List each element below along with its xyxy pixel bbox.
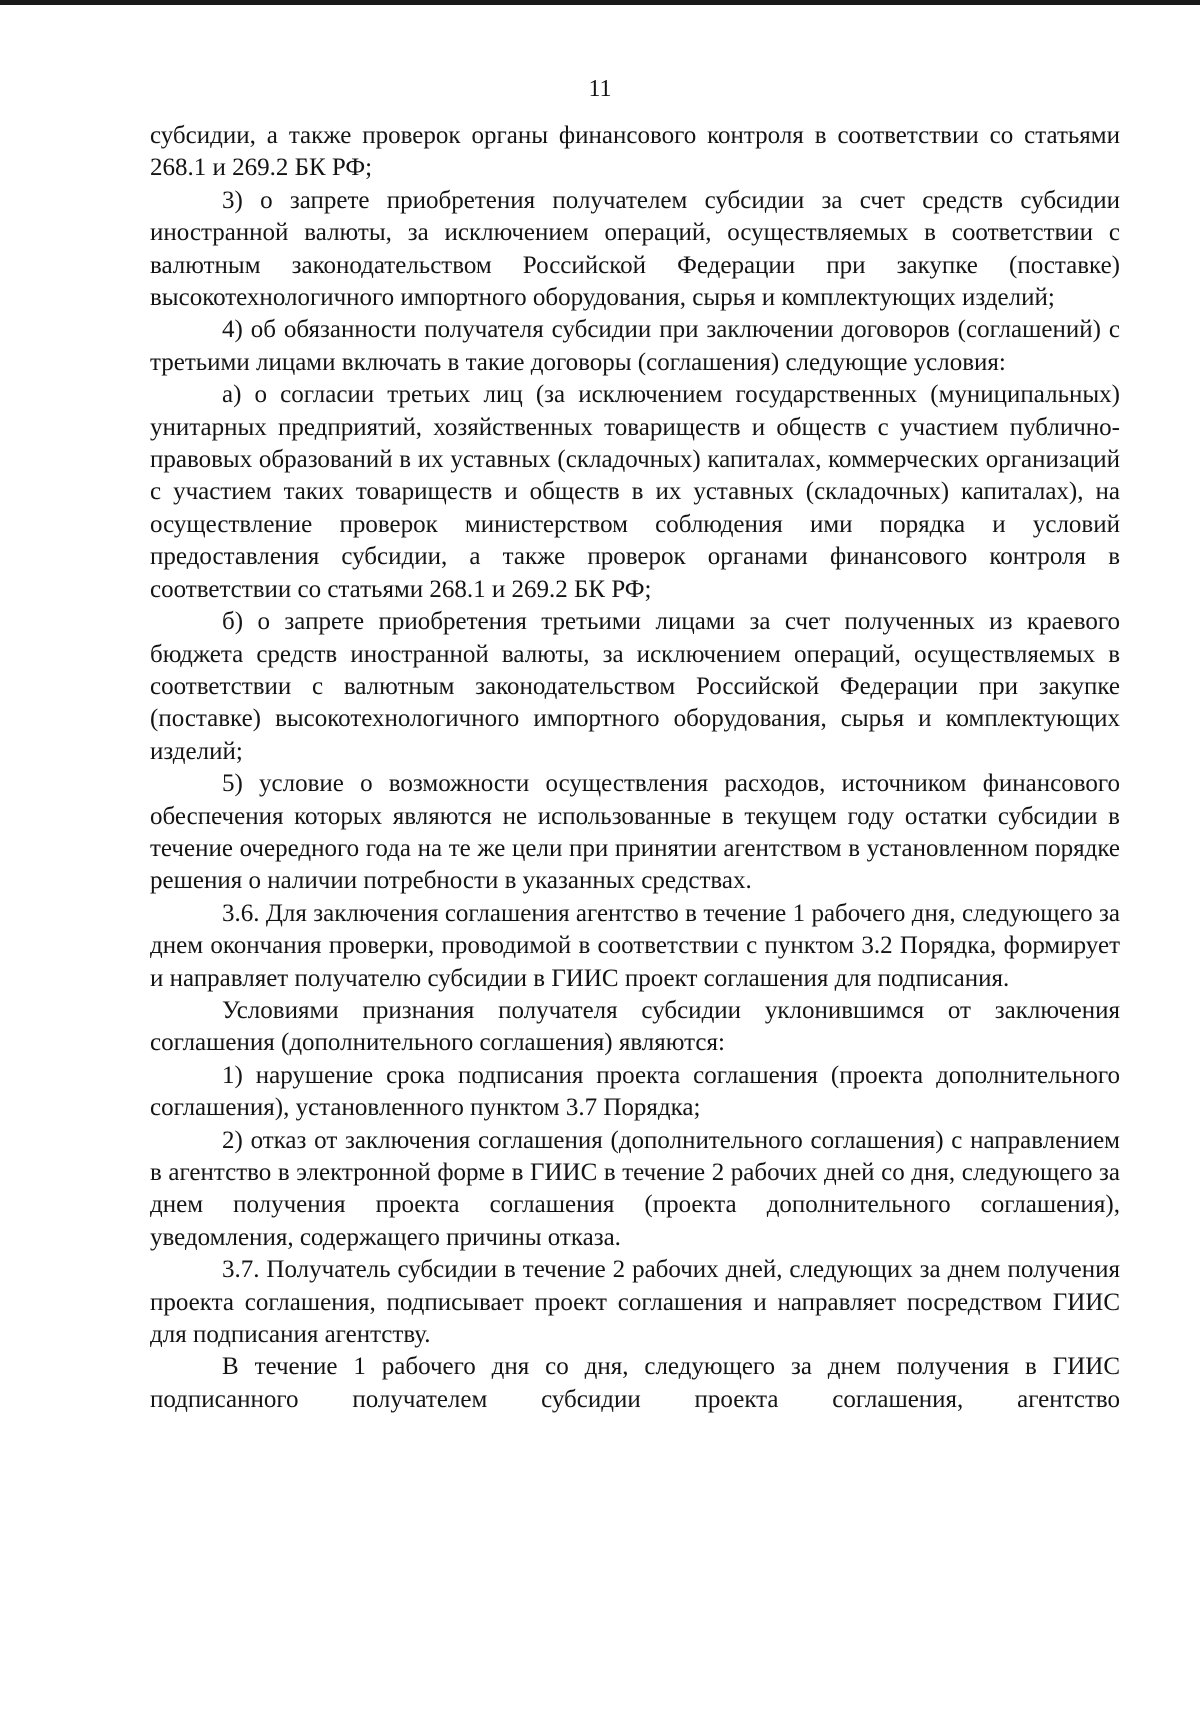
paragraph-3: 4) об обязанности получателя субсидии при заключении договоров (соглашений) с третьими лицами включать в такие договоры (соглашения) следующие условия: [150,316,1120,376]
paragraph-1: субсидии, а также проверок органы финансового контроля в соответствии со статьями 268.1 и 269.2 БК РФ; [150,122,1120,182]
paragraph-6: 5) условие о возможности осуществления расходов, источником финансового обеспечения которых являются не использованные в текущем году остатки субсидии в течение очередного года на те же цели при принятии агентством в установленном порядке решения о наличии потребности в указанных средствах. [150,770,1120,895]
paragraph-4: а) о согласии третьих лиц (за исключением государственных (муниципальных) унитарных предприятий, хозяйственных товариществ и обществ с участием публично-правовых образований в их уставных (складочных) капиталах, коммерческих организаций с участием таких товариществ и обществ в их уставных (складочных) капиталах), на осуществление проверок министерством соблюдения ими порядка и условий предоставления субсидии, а также проверок органами финансового контроля в соответствии со статьями 268.1 и 269.2 БК РФ; [150,381,1120,603]
document-body [150,120,1120,1416]
paragraph-12: В течение 1 рабочего дня со дня, следующего за днем получения в ГИИС подписанного получателем субсидии проекта соглашения, агентство [150,1353,1120,1413]
top-border-line [0,0,1200,5]
paragraph-5: б) о запрете приобретения третьими лицами за счет полученных из краевого бюджета средств иностранной валюты, за исключением операций, осуществляемых в соответствии с валютным законодательством Российской Федерации при закупке (поставке) высокотехнологичного импортного оборудования, сырья и комплектующих изделий; [150,608,1120,765]
page-number: 11 [588,76,612,102]
paragraph-11: 3.7. Получатель субсидии в течение 2 рабочих дней, следующих за днем получения проекта соглашения, подписывает проект соглашения и направляет посредством ГИИС для подписания агентству. [150,1256,1120,1349]
paragraph-2: 3) о запрете приобретения получателем субсидии за счет средств субсидии иностранной валюты, за исключением операций, осуществляемых в соответствии с валютным законодательством Российской Федерации при закупке (поставке) высокотехнологичного импортного оборудования, сырья и комплектующих изделий; [150,186,1120,312]
paragraph-7: 3.6. Для заключения соглашения агентство в течение 1 рабочего дня, следующего за днем окончания проверки, проводимой в соответствии с пунктом 3.2 Порядка, формирует и направляет получателю субсидии в ГИИС проект соглашения для подписания. [150,899,1120,992]
paragraph-9: 1) нарушение срока подписания проекта соглашения (проекта дополнительного соглашения), установленного пунктом 3.7 Порядка; [150,1061,1120,1122]
paragraph-10: 2) отказ от заключения соглашения (дополнительного соглашения) с направлением в агентство в электронной форме в ГИИС в течение 2 рабочих дней со дня, следующего за днем получения проекта соглашения (проекта дополнительного соглашения), уведомления, содержащего причины отказа. [150,1126,1120,1251]
paragraph-8: Условиями признания получателя субсидии уклонившимся от заключения соглашения (дополнительного соглашения) являются: [150,996,1120,1057]
